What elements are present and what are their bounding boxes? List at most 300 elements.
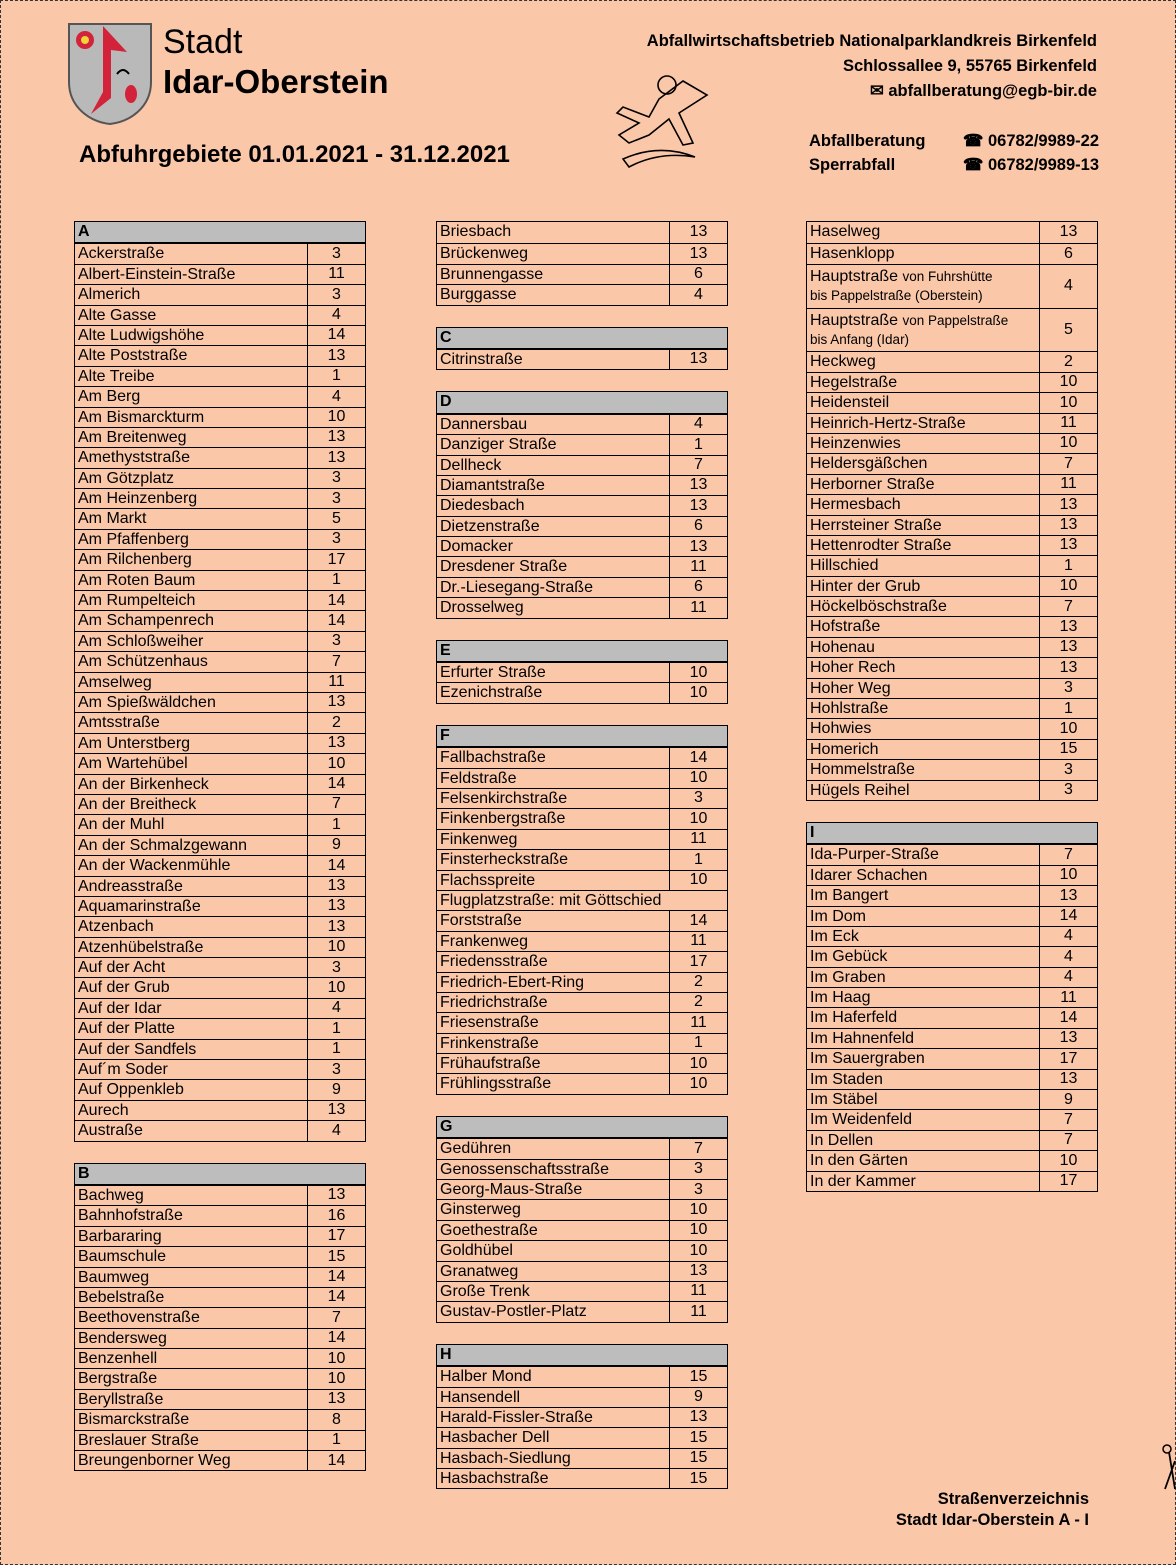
collection-area-number: 10 xyxy=(669,1200,727,1219)
street-name: Finsterheckstraße xyxy=(440,851,569,869)
street-name: Amselweg xyxy=(78,673,152,691)
table-row xyxy=(75,1307,365,1327)
collection-area-number: 3 xyxy=(307,530,365,549)
table-row xyxy=(75,1267,365,1287)
table-row xyxy=(437,1033,727,1053)
table-row xyxy=(75,1246,365,1266)
street-name: Hohwies xyxy=(810,720,872,738)
collection-area-number: 11 xyxy=(669,1013,727,1032)
street-name: Heldersgäßchen xyxy=(810,455,928,473)
street-name: Hegelstraße xyxy=(810,373,898,391)
street-name: Frühlingsstraße xyxy=(440,1075,552,1093)
street-name: Georg-Maus-Straße xyxy=(440,1181,583,1199)
table-row xyxy=(437,1138,727,1158)
street-name: Baumweg xyxy=(78,1268,150,1286)
table-row xyxy=(75,1100,365,1120)
street-name: Heckweg xyxy=(810,353,876,371)
street-column-2 xyxy=(436,221,728,1510)
collection-area-number: 17 xyxy=(1039,1049,1097,1068)
street-name: Ginsterweg xyxy=(440,1201,521,1219)
street-name: Im Sauergraben xyxy=(810,1050,925,1068)
street-name: Herborner Straße xyxy=(810,475,935,493)
street-name: Heinrich-Hertz-Straße xyxy=(810,414,966,432)
street-name: Hasenklopp xyxy=(810,245,895,263)
table-row xyxy=(807,392,1097,412)
table-row xyxy=(75,1039,365,1059)
table-row xyxy=(807,865,1097,885)
collection-area-number: 17 xyxy=(307,1227,365,1246)
street-name: Frühaufstraße xyxy=(440,1055,541,1073)
collection-area-number: 9 xyxy=(307,1080,365,1099)
street-name: Ackerstraße xyxy=(78,245,165,263)
collection-area-number: 14 xyxy=(1039,907,1097,926)
street-name: Im Stäbel xyxy=(810,1091,878,1109)
table-row xyxy=(807,555,1097,575)
street-name: Austraße xyxy=(78,1122,143,1140)
collection-area-number: 13 xyxy=(669,537,727,556)
collection-area-number: 13 xyxy=(307,917,365,936)
collection-area-number: 11 xyxy=(1039,988,1097,1007)
collection-area-number: 3 xyxy=(1039,679,1097,698)
street-name: Gustav-Postler-Platz xyxy=(440,1303,587,1321)
collection-area-number: 10 xyxy=(669,683,727,702)
street-note: von Fuhrshütte xyxy=(902,269,993,285)
collection-area-number: 14 xyxy=(307,775,365,794)
letter-header: F xyxy=(437,726,727,747)
table-row xyxy=(75,1205,365,1225)
collection-area-number: 2 xyxy=(1039,352,1097,371)
street-name: Atzenhübelstraße xyxy=(78,938,204,956)
street-name: Domacker xyxy=(440,538,513,556)
street-name: Im Bangert xyxy=(810,887,889,905)
street-name: Bachweg xyxy=(78,1186,144,1204)
collection-area-number: 13 xyxy=(669,476,727,495)
street-name: Im Dom xyxy=(810,907,866,925)
collection-area-number: 10 xyxy=(669,871,727,890)
collection-area-number: 13 xyxy=(669,244,727,263)
street-name: Auf der Acht xyxy=(78,959,166,977)
table-row xyxy=(807,1150,1097,1170)
table-row xyxy=(75,916,365,936)
table-row xyxy=(437,1240,727,1260)
table-row xyxy=(75,1430,365,1450)
collection-area-number: 7 xyxy=(1039,597,1097,616)
collection-area-number: 13 xyxy=(669,1262,727,1281)
collection-area-number: 14 xyxy=(307,856,365,875)
street-name: Aurech xyxy=(78,1101,129,1119)
street-name: Am Heinzenberg xyxy=(78,490,198,508)
collection-area-number: 14 xyxy=(307,1288,365,1307)
collection-area-number: 8 xyxy=(307,1410,365,1429)
table-row xyxy=(807,243,1097,263)
contact-label: Sperrabfall xyxy=(809,156,896,174)
table-row xyxy=(75,284,365,304)
table-row xyxy=(75,631,365,651)
collection-area-number: 15 xyxy=(669,1469,727,1488)
email-icon: ✉ xyxy=(869,82,884,100)
collection-area-number: 4 xyxy=(669,285,727,304)
collection-area-number: 1 xyxy=(307,815,365,834)
collection-area-number: 4 xyxy=(1039,265,1097,308)
collection-area-number: 10 xyxy=(669,663,727,682)
collection-area-number: 11 xyxy=(669,932,727,951)
street-name: Am Roten Baum xyxy=(78,571,196,589)
table-row xyxy=(437,1073,727,1093)
collection-area-number: 10 xyxy=(1039,719,1097,738)
street-name: Beryllstraße xyxy=(78,1390,164,1408)
street-name: Erfurter Straße xyxy=(440,664,546,682)
table-row xyxy=(75,1348,365,1368)
street-name: Genossenschaftsstraße xyxy=(440,1160,609,1178)
street-name: Hinter der Grub xyxy=(810,577,921,595)
collection-area-number: 5 xyxy=(307,509,365,528)
collection-area-number: 1 xyxy=(1039,556,1097,575)
collection-area-number: 13 xyxy=(1039,638,1097,657)
collection-area-number: 13 xyxy=(669,496,727,515)
table-row xyxy=(75,835,365,855)
street-name: Feldstraße xyxy=(440,769,517,787)
table-row xyxy=(437,910,727,930)
collection-area-number: 10 xyxy=(307,978,365,997)
contact-row xyxy=(809,129,1099,153)
street-name: Ida-Purper-Straße xyxy=(810,846,939,864)
street-name: An der Muhl xyxy=(78,816,165,834)
table-row xyxy=(75,590,365,610)
collection-area-number: 10 xyxy=(1039,434,1097,453)
street-note: bis Pappelstraße (Oberstein) xyxy=(810,288,983,304)
table-row xyxy=(437,1220,727,1240)
table-row xyxy=(75,651,365,671)
street-name: Diedesbach xyxy=(440,497,525,515)
street-name: Bebelstraße xyxy=(78,1288,165,1306)
street-name: Goldhübel xyxy=(440,1242,513,1260)
street-name: Bendersweg xyxy=(78,1329,167,1347)
collection-area-number: 3 xyxy=(669,789,727,808)
table-row xyxy=(807,906,1097,926)
street-name: Breungenborner Weg xyxy=(78,1452,231,1470)
collection-area-number: 3 xyxy=(307,469,365,488)
collection-area-number: 16 xyxy=(307,1206,365,1225)
collection-area-number: 13 xyxy=(669,350,727,369)
collection-area-number: 15 xyxy=(307,1247,365,1266)
street-name: Im Eck xyxy=(810,927,859,945)
table-row xyxy=(437,475,727,495)
street-name: Im Haferfeld xyxy=(810,1009,898,1027)
collection-area-number: 11 xyxy=(669,830,727,849)
table-row xyxy=(437,768,727,788)
collection-area-number: 10 xyxy=(669,1074,727,1093)
street-name-line xyxy=(810,267,1039,286)
collection-area-number: 7 xyxy=(1039,1110,1097,1129)
street-name: Herrsteiner Straße xyxy=(810,516,942,534)
table-row xyxy=(807,372,1097,392)
table-row xyxy=(437,747,727,767)
collection-area-number: 4 xyxy=(669,415,727,434)
street-name: Auf der Sandfels xyxy=(78,1040,197,1058)
footer-line-2: Stadt Idar-Oberstein A - I xyxy=(895,1511,1089,1529)
collection-area-number: 9 xyxy=(669,1388,727,1407)
street-name: Friedensstraße xyxy=(440,953,548,971)
contact-phone: 06782/9989-22 xyxy=(987,132,1099,150)
collection-area-number: 13 xyxy=(669,222,727,243)
collection-area-number: 13 xyxy=(307,877,365,896)
table-row xyxy=(437,243,727,263)
street-name: Hillschied xyxy=(810,557,879,575)
street-name: Diamantstraße xyxy=(440,476,545,494)
street-name: Hasbachstraße xyxy=(440,1470,549,1488)
collection-area-number: 13 xyxy=(307,1390,365,1409)
table-row xyxy=(75,1079,365,1099)
table-row xyxy=(807,308,1097,352)
street-name: Andreasstraße xyxy=(78,877,183,895)
table-row xyxy=(75,1018,365,1038)
table-row xyxy=(437,1407,727,1427)
collection-area-number: 10 xyxy=(669,809,727,828)
table-row xyxy=(437,556,727,576)
table-row xyxy=(807,494,1097,514)
table-row xyxy=(437,516,727,536)
collection-area-number: 3 xyxy=(307,632,365,651)
street-name: Brückenweg xyxy=(440,245,529,263)
street-name: Flachsspreite xyxy=(440,871,536,889)
street-name: An der Schmalzgewann xyxy=(78,836,247,854)
street-name: Auf Oppenkleb xyxy=(78,1081,184,1099)
table-row xyxy=(75,468,365,488)
street-name: Friedrich-Ebert-Ring xyxy=(440,973,585,991)
table-row xyxy=(75,712,365,732)
table-row xyxy=(75,876,365,896)
street-name: Bismarckstraße xyxy=(78,1411,190,1429)
collection-area-number: 14 xyxy=(307,591,365,610)
table-row xyxy=(75,243,365,263)
street-name: Gedühren xyxy=(440,1140,512,1158)
table-row xyxy=(437,849,727,869)
table-row xyxy=(807,926,1097,946)
contact-phone: 06782/9989-13 xyxy=(987,156,1099,174)
table-row xyxy=(75,957,365,977)
street-name: Burggasse xyxy=(440,286,517,304)
collection-area-number: 14 xyxy=(307,1451,365,1470)
collection-area-number: 11 xyxy=(1039,414,1097,433)
street-name: Finkenbergstraße xyxy=(440,810,566,828)
street-name: Forststraße xyxy=(440,912,522,930)
street-group xyxy=(436,1344,728,1490)
letter-header: H xyxy=(437,1345,727,1366)
collection-area-number: 6 xyxy=(669,517,727,536)
table-row xyxy=(807,1007,1097,1027)
collection-area-number: 14 xyxy=(307,1329,365,1348)
collection-area-number: 1 xyxy=(669,435,727,454)
table-row xyxy=(437,931,727,951)
collection-area-number: 4 xyxy=(1039,968,1097,987)
table-row xyxy=(437,662,727,682)
table-row xyxy=(75,447,365,467)
collection-area-number: 13 xyxy=(1039,658,1097,677)
collection-area-number: 14 xyxy=(669,911,727,930)
table-row xyxy=(75,692,365,712)
collection-area-number: 10 xyxy=(669,1221,727,1240)
table-row xyxy=(437,1199,727,1219)
street-group xyxy=(806,221,1098,801)
collection-area-number: 7 xyxy=(669,1139,727,1158)
table-row xyxy=(437,414,727,434)
street-name: Alte Ludwigshöhe xyxy=(78,326,205,344)
collection-area-number: 15 xyxy=(669,1449,727,1468)
table-row xyxy=(75,1185,365,1205)
street-name: Aquamarinstraße xyxy=(78,897,201,915)
table-row xyxy=(807,885,1097,905)
collection-area-number: 6 xyxy=(669,265,727,284)
street-note: bis Anfang (Idar) xyxy=(810,331,910,347)
collection-area-number: 4 xyxy=(307,387,365,406)
street-name: Brunnengasse xyxy=(440,265,544,283)
street-name: Danziger Straße xyxy=(440,436,557,454)
street-name: Alte Treibe xyxy=(78,367,155,385)
table-row xyxy=(437,972,727,992)
table-row xyxy=(437,1053,727,1073)
street-name: Große Trenk xyxy=(440,1282,530,1300)
table-row xyxy=(437,1366,727,1386)
collection-area-number: 10 xyxy=(1039,866,1097,885)
table-row xyxy=(807,637,1097,657)
table-row xyxy=(807,1048,1097,1068)
street-name: An der Wackenmühle xyxy=(78,857,231,875)
street-name: Auf der Idar xyxy=(78,999,162,1017)
collection-area-number: 2 xyxy=(307,713,365,732)
table-row xyxy=(75,855,365,875)
table-row xyxy=(75,570,365,590)
table-row xyxy=(75,1226,365,1246)
collection-area-number: 3 xyxy=(307,958,365,977)
collection-area-number: 4 xyxy=(307,306,365,325)
table-row xyxy=(75,305,365,325)
street-name: Amethyststraße xyxy=(78,449,191,467)
street-name: Benzenhell xyxy=(78,1350,158,1368)
collection-area-number: 4 xyxy=(1039,947,1097,966)
street-name: Haselweg xyxy=(810,223,881,240)
table-row xyxy=(75,427,365,447)
street-group xyxy=(74,221,366,1142)
table-row xyxy=(807,515,1097,535)
collection-area-number: 2 xyxy=(669,973,727,992)
organization-email-line xyxy=(647,79,1097,104)
collection-area-number: 17 xyxy=(669,952,727,971)
street-name: Auf der Platte xyxy=(78,1020,175,1038)
collection-area-number: 13 xyxy=(1039,495,1097,514)
table-row xyxy=(437,264,727,284)
collection-area-number: 1 xyxy=(307,367,365,386)
street-name: Am Rumpelteich xyxy=(78,592,196,610)
table-row xyxy=(437,222,727,243)
collection-area-number: 11 xyxy=(307,265,365,284)
collection-area-number: 1 xyxy=(307,1019,365,1038)
street-name: Hasbacher Dell xyxy=(440,1429,550,1447)
collection-area-number: 11 xyxy=(669,1282,727,1301)
street-name: Am Schampenrech xyxy=(78,612,215,630)
table-row xyxy=(807,453,1097,473)
footer xyxy=(896,1489,1089,1531)
table-row xyxy=(807,967,1097,987)
collection-area-number: 1 xyxy=(307,1431,365,1450)
table-row xyxy=(437,284,727,304)
street-name: Hofstraße xyxy=(810,618,881,636)
street-name: Heidensteil xyxy=(810,394,890,412)
collection-area-number: 17 xyxy=(1039,1172,1097,1191)
street-name: In Dellen xyxy=(810,1131,874,1149)
street-name: Alte Gasse xyxy=(78,306,157,324)
street-group xyxy=(436,725,728,1095)
street-name: Briesbach xyxy=(440,223,512,240)
collection-area-number: 13 xyxy=(307,448,365,467)
street-name: Amtsstraße xyxy=(78,714,160,732)
page-title: Abfuhrgebiete 01.01.2021 - 31.12.2021 xyxy=(79,141,510,168)
table-row xyxy=(807,759,1097,779)
collection-area-number: 13 xyxy=(1039,516,1097,535)
collection-area-number: 7 xyxy=(1039,1131,1097,1150)
table-row xyxy=(437,536,727,556)
table-row xyxy=(75,386,365,406)
street-name: Dr.-Liesegang-Straße xyxy=(440,578,593,596)
collection-area-number: 11 xyxy=(669,598,727,617)
street-group xyxy=(436,327,728,371)
street-name: Am Schloßweiher xyxy=(78,632,204,650)
street-name xyxy=(807,265,1039,308)
phone-icon: ☎ xyxy=(962,156,984,174)
collection-area-number: 11 xyxy=(669,1302,727,1321)
table-row xyxy=(807,351,1097,371)
street-name: Im Haag xyxy=(810,989,871,1007)
letter-header: A xyxy=(75,222,365,243)
letter-header: B xyxy=(75,1164,365,1185)
table-row xyxy=(437,1301,727,1321)
table-row xyxy=(75,794,365,814)
table-row xyxy=(75,672,365,692)
street-name: Im Staden xyxy=(810,1070,883,1088)
collection-area-number: 1 xyxy=(669,850,727,869)
collection-area-number: 15 xyxy=(669,1367,727,1386)
table-row xyxy=(807,1028,1097,1048)
street-name: In den Gärten xyxy=(810,1152,908,1170)
collection-area-number: 10 xyxy=(1039,577,1097,596)
street-name: Dresdener Straße xyxy=(440,558,568,576)
table-row xyxy=(75,937,365,957)
table-row xyxy=(75,407,365,427)
collection-area-number: 6 xyxy=(1039,244,1097,263)
collection-area-number: 4 xyxy=(307,1121,365,1140)
collection-area-number: 15 xyxy=(1039,740,1097,759)
street-name: Idarer Schachen xyxy=(810,866,928,884)
street-name: Friedrichstraße xyxy=(440,993,548,1011)
collection-area-number: 14 xyxy=(669,748,727,767)
collection-area-number: 14 xyxy=(1039,1008,1097,1027)
collection-area-number: 13 xyxy=(1039,1029,1097,1048)
table-row xyxy=(437,455,727,475)
collection-area-number: 13 xyxy=(1039,222,1097,243)
table-row xyxy=(75,366,365,386)
table-row xyxy=(437,951,727,971)
street-column-1 xyxy=(74,221,366,1492)
street-group xyxy=(806,822,1098,1192)
collection-area-number: 7 xyxy=(1039,845,1097,864)
collection-area-number: 13 xyxy=(307,693,365,712)
collection-area-number: 7 xyxy=(307,1308,365,1327)
table-row xyxy=(75,488,365,508)
street-name: Dannersbau xyxy=(440,415,528,433)
street-name: Heinzenwies xyxy=(810,434,901,452)
collection-area-number: 7 xyxy=(669,456,727,475)
street-name: Almerich xyxy=(78,286,141,304)
street-name: Atzenbach xyxy=(78,918,154,936)
